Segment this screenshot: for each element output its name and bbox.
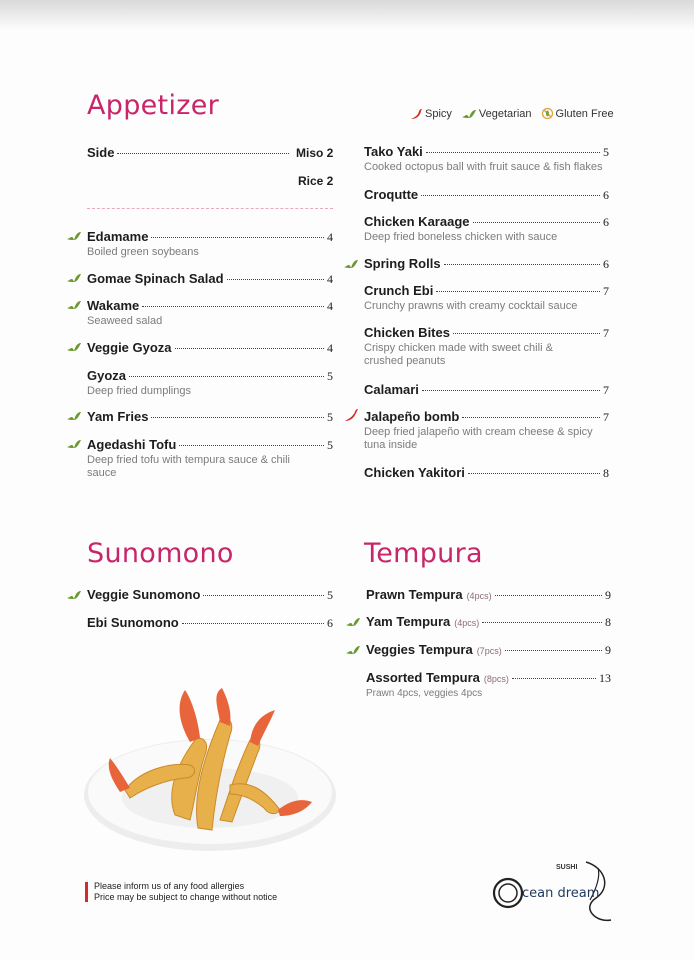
- menu-item-jalapeno-bomb: Jalapeño bomb 7: [364, 409, 609, 424]
- menu-item-veggie-gyoza: Veggie Gyoza 4: [87, 340, 333, 355]
- sunomono-title: Sunomono: [87, 538, 234, 569]
- chili-icon: [410, 108, 423, 120]
- tempura-title: Tempura: [364, 538, 483, 569]
- item-description: Crunchy prawns with creamy cocktail sauce: [364, 300, 578, 312]
- menu-item-yam-fries: Yam Fries 5: [87, 409, 333, 424]
- item-description: Deep fried boneless chicken with sauce: [364, 231, 558, 243]
- item-description: Deep fried jalapeño with cream cheese & spicy tuna inside: [364, 426, 593, 451]
- item-description: Prawn 4pcs, veggies 4pcs: [366, 688, 483, 699]
- leaf-icon: [66, 590, 82, 600]
- gluten-free-icon: [541, 107, 554, 120]
- side-rice: Rice 2: [298, 174, 334, 188]
- menu-item-calamari: Calamari 7: [364, 382, 609, 397]
- side-miso: Miso 2: [296, 146, 334, 160]
- item-description: Crispy chicken made with sweet chili & crushed peanuts: [364, 342, 553, 367]
- leaf-icon: [345, 617, 361, 627]
- menu-item-chicken-bites: Chicken Bites 7: [364, 325, 609, 340]
- leaf-icon: [66, 273, 82, 283]
- menu-item-chicken-karaage: Chicken Karaage 6: [364, 214, 609, 229]
- side-row: Side: [87, 145, 292, 160]
- menu-item-veggie-sunomono: Veggie Sunomono 5: [87, 587, 333, 602]
- menu-item-gomae-spinach-salad: Gomae Spinach Salad 4: [87, 271, 333, 286]
- menu-item-tako-yaki: Tako Yaki 5: [364, 144, 609, 159]
- menu-item-croqutte: Croqutte 6: [364, 187, 609, 202]
- menu-item-edamame: Edamame 4: [87, 229, 333, 244]
- leaf-icon: [461, 109, 477, 119]
- menu-item-assorted-tempura: Assorted Tempura (8pcs) 13: [366, 670, 611, 685]
- legend-vegetarian: Vegetarian: [461, 108, 532, 120]
- menu-item-spring-rolls: Spring Rolls 6: [364, 256, 609, 271]
- dashed-divider: [87, 208, 333, 209]
- footer-accent-bar: [85, 882, 88, 902]
- leaf-icon: [343, 259, 359, 269]
- menu-item-yam-tempura: Yam Tempura (4pcs) 8: [366, 614, 611, 629]
- brand-logo: SUSHI cean dream: [486, 858, 616, 928]
- item-description: Seaweed salad: [87, 315, 163, 327]
- leaf-icon: [66, 411, 82, 421]
- legend-spicy: Spicy: [410, 108, 452, 120]
- leaf-icon: [66, 439, 82, 449]
- leaf-icon: [345, 645, 361, 655]
- item-description: Deep fried dumplings: [87, 385, 191, 397]
- legend-gluten-free: Gluten Free: [541, 107, 614, 120]
- menu-item-chicken-yakitori: Chicken Yakitori 8: [364, 465, 609, 480]
- menu-item-crunch-ebi: Crunch Ebi 7: [364, 283, 609, 298]
- leaf-icon: [66, 342, 82, 352]
- item-description: Deep fried tofu with tempura sauce & chili sauce: [87, 454, 290, 479]
- item-description: Cooked octopus ball with fruit sauce & fish flakes: [364, 161, 603, 173]
- menu-item-wakame: Wakame 4: [87, 298, 333, 313]
- allergy-notice: Please inform us of any food allergies Price may be subject to change without notice: [94, 881, 278, 902]
- chili-icon: [344, 408, 360, 422]
- tempura-shrimp-photo: [80, 670, 340, 860]
- menu-item-prawn-tempura: Prawn Tempura (4pcs) 9: [366, 587, 611, 602]
- menu-item-agedashi-tofu: Agedashi Tofu 5: [87, 437, 333, 452]
- appetizer-title: Appetizer: [87, 90, 220, 121]
- leaf-icon: [66, 231, 82, 241]
- menu-item-gyoza: Gyoza 5: [87, 368, 333, 383]
- legend: [410, 107, 614, 120]
- leaf-icon: [66, 300, 82, 310]
- menu-item-ebi-sunomono: Ebi Sunomono 6: [87, 615, 333, 630]
- top-shadow: [0, 0, 694, 30]
- item-description: Boiled green soybeans: [87, 246, 199, 258]
- menu-item-veggies-tempura: Veggies Tempura (7pcs) 9: [366, 642, 611, 657]
